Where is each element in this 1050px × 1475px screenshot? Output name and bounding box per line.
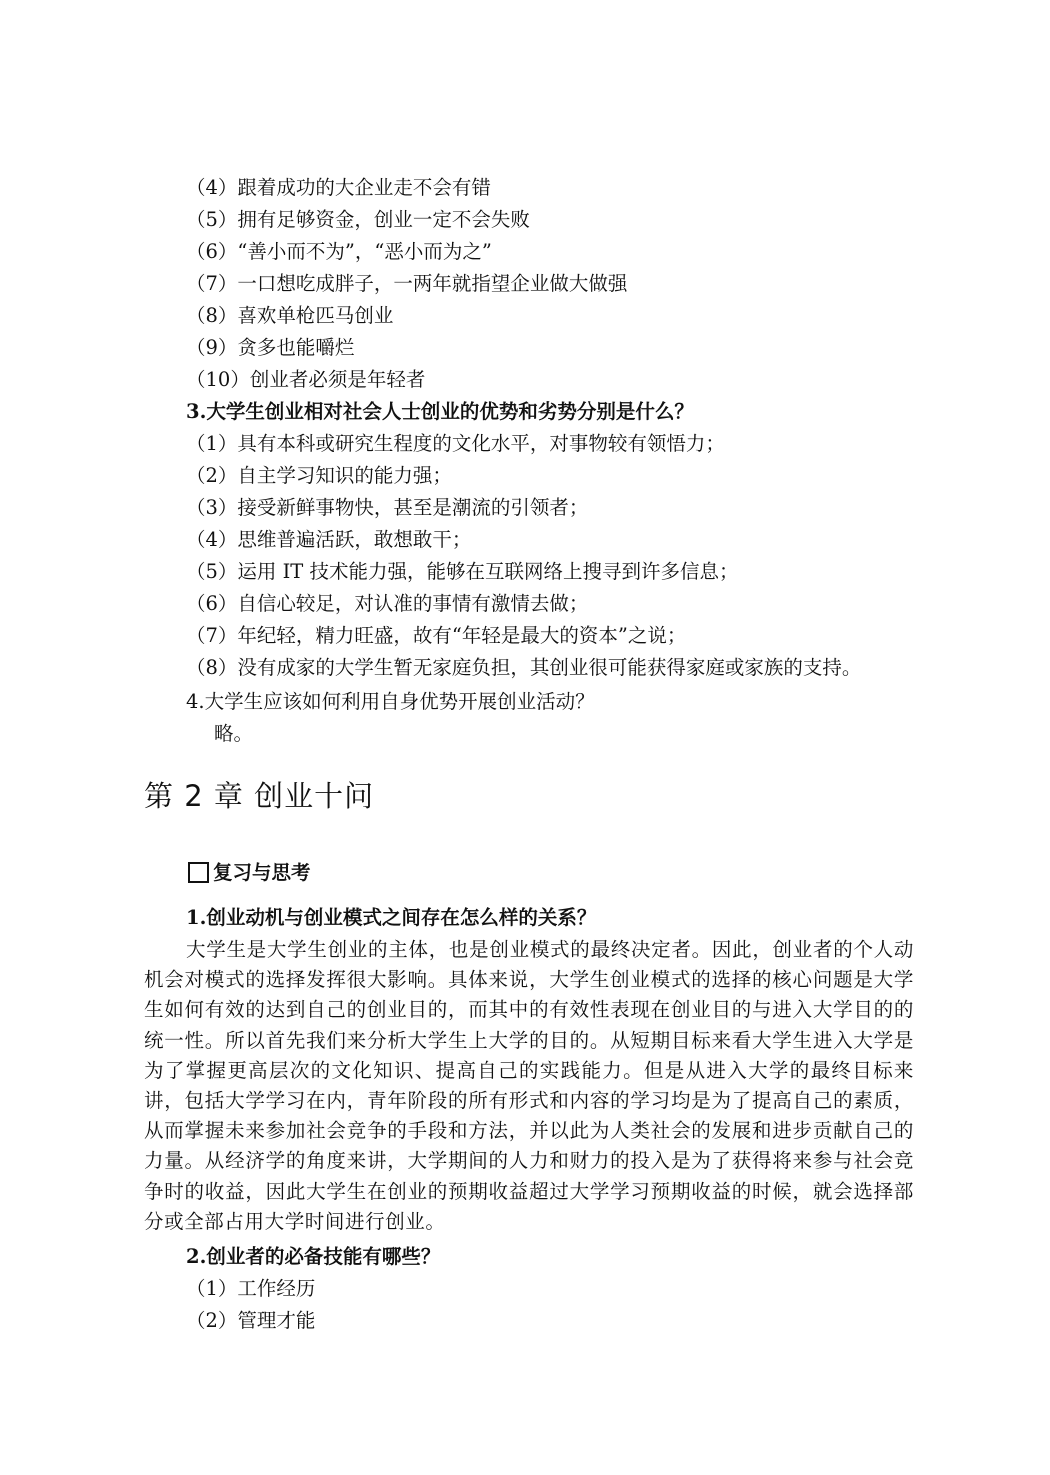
question-heading: 2.创业者的必备技能有哪些？ bbox=[186, 1245, 441, 1268]
list-item: （7）一口想吃成胖子，一两年就指望企业做大做强 bbox=[186, 272, 628, 295]
question-heading: 1.创业动机与创业模式之间存在怎么样的关系？ bbox=[186, 906, 597, 929]
question-heading: 3.大学生创业相对社会人士创业的优势和劣势分别是什么？ bbox=[186, 400, 694, 423]
list-item: （9）贪多也能嚼烂 bbox=[186, 336, 355, 359]
paragraph-text: 大学生是大学生创业的主体，也是创业模式的最终决定者。因此，创业者的个人动机会对模式的选择发挥很大影响。具体来说，大学生创业模式的选择的核心问题是大学生如何有效的达到自己的创业目的，而其中的有效性表现在创业目的与进入大学目的的统一性。所以首先我们来分析大学生上大学的目的。从短期目标来看大学生进入大学是为了掌握更高层次的文化知识、提高自己的实践能力。但是从进入大学的最终目标来讲，包括大学学习在内，青年阶段的所有形式和内容的学习均是为了提高自己的素质，从而掌握未来参加社会竞争的手段和方法，并以此为人类社会的发展和进步贡献自己的力量。从经济学的角度来讲，大学期间的人力和财力的投入是为了获得将来参与社会竞争时的收益，因此大学生在创业的预期收益超过大学学习预期收益的时候，就会选择部分或全部占用大学时间进行创业。 bbox=[144, 938, 914, 1233]
list-item: （10）创业者必须是年轻者 bbox=[186, 368, 426, 391]
checkbox-icon bbox=[188, 862, 209, 883]
chapter-title: 第 2 章 创业十问 bbox=[144, 779, 375, 813]
list-item: （6）自信心较足，对认准的事情有激情去做； bbox=[186, 592, 589, 615]
list-item: （1）具有本科或研究生程度的文化水平，对事物较有领悟力； bbox=[186, 432, 725, 455]
list-item: （4）跟着成功的大企业走不会有错 bbox=[186, 176, 491, 199]
list-item: （3）接受新鲜事物快，甚至是潮流的引领者； bbox=[186, 496, 589, 519]
list-item: （4）思维普遍活跃，敢想敢干； bbox=[186, 528, 472, 551]
list-item: （8）喜欢单枪匹马创业 bbox=[186, 304, 394, 327]
list-item: （5）运用 IT 技术能力强，能够在互联网络上搜寻到许多信息； bbox=[186, 560, 739, 583]
list-item: （7）年纪轻，精力旺盛，故有“年轻是最大的资本”之说； bbox=[186, 624, 687, 647]
list-item: （1）工作经历 bbox=[186, 1277, 316, 1300]
section-heading bbox=[188, 857, 311, 889]
list-item: （5）拥有足够资金，创业一定不会失败 bbox=[186, 208, 530, 231]
section-title: 复习与思考 bbox=[213, 861, 311, 884]
list-item: （2）管理才能 bbox=[186, 1309, 316, 1332]
answer-text: 略。 bbox=[214, 722, 254, 745]
list-item: （2）自主学习知识的能力强； bbox=[186, 464, 452, 487]
question-heading: 4.大学生应该如何利用自身优势开展创业活动？ bbox=[186, 690, 595, 713]
body-paragraph bbox=[144, 935, 914, 1237]
list-item: （6）“善小而不为”，“恶小而为之” bbox=[186, 240, 492, 263]
list-item: （8）没有成家的大学生暂无家庭负担，其创业很可能获得家庭或家族的支持。 bbox=[186, 656, 862, 679]
